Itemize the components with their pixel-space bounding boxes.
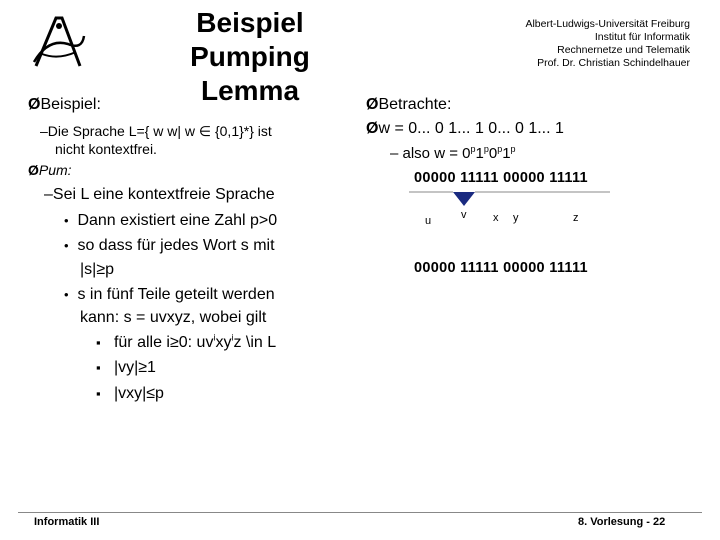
- sodass-item: [64, 237, 275, 255]
- cond2-text: |vy|≥1: [113, 359, 156, 376]
- institution-line: Prof. Dr. Christian Schindelhauer: [537, 57, 690, 69]
- title-line-2: Pumping Lemma: [190, 41, 310, 106]
- condition-1: [96, 334, 276, 352]
- cond1-c: z \in L: [233, 334, 277, 351]
- also-b: 1: [475, 145, 484, 162]
- sodass-text: so dass für jedes Wort s mit: [77, 237, 275, 254]
- pum-heading: [28, 162, 72, 179]
- institution-line: Rechnernetze und Telematik: [557, 44, 690, 56]
- betrachte-heading: [366, 96, 451, 114]
- also-sup-2: p: [483, 144, 489, 154]
- teile-item: [64, 286, 275, 304]
- square-bullet-icon: ▪: [96, 335, 101, 350]
- square-bullet-icon: ▪: [96, 386, 101, 401]
- cond1-b: xy: [215, 334, 232, 351]
- institution-line: Institut für Informatik: [594, 31, 690, 43]
- beispiel-label: Beispiel:: [40, 96, 101, 113]
- beispiel-heading: [28, 96, 101, 114]
- title-line-1: Beispiel: [196, 7, 304, 38]
- label-x: x: [493, 212, 499, 224]
- teile-text: s in fünf Teile geteilt werden: [77, 286, 275, 303]
- also-c: 0: [488, 145, 498, 162]
- dot-bullet-icon: •: [64, 213, 69, 228]
- arrow-bullet-icon: Ø: [28, 96, 41, 113]
- square-bullet-icon: ▪: [96, 360, 101, 375]
- also-sup-4: p: [510, 144, 516, 154]
- university-logo: [28, 10, 90, 72]
- condition-3: [96, 385, 164, 403]
- also-sup-3: p: [497, 144, 503, 154]
- teile-line-2: kann: s = uvxyz, wobei gilt: [80, 309, 267, 326]
- dot-bullet-icon: •: [64, 238, 69, 253]
- cond1-sup-1: i: [213, 332, 216, 343]
- also-a: – also w = 0: [390, 145, 471, 162]
- sprache-line-2: nicht kontextfrei.: [55, 141, 157, 157]
- sequence-top: 00000 11111 00000 11111: [414, 170, 588, 186]
- arrow-bullet-icon: Ø: [28, 162, 39, 178]
- footer-course: Informatik III: [34, 516, 100, 528]
- also-d: 1: [502, 145, 511, 162]
- label-z: z: [573, 212, 579, 224]
- sodass-line-2: |s|≥p: [80, 261, 114, 278]
- cond3-text: |vxy|≤p: [113, 385, 164, 402]
- arrow-bullet-icon: Ø: [366, 96, 379, 113]
- betrachte-label: Betrachte:: [378, 96, 452, 113]
- sprache-line-1: –Die Sprache L={ w w| w ∈ {0,1}*} ist: [40, 123, 272, 139]
- sei-line: –Sei L eine kontextfreie Sprache: [44, 186, 275, 203]
- pum-label: Pum:: [38, 162, 72, 178]
- cond1-a: für alle i≥0: uv: [113, 334, 214, 351]
- footer-divider: [18, 512, 702, 513]
- v-triangle-icon: [453, 192, 475, 206]
- w-text: w = 0... 0 1... 1 0... 0 1... 1: [378, 120, 564, 137]
- institution-line: Albert-Ludwigs-Universität Freiburg: [525, 18, 690, 30]
- label-y: y: [513, 212, 519, 224]
- decomposition-bracket: [405, 188, 615, 212]
- label-v: v: [461, 209, 467, 221]
- dann-item: [64, 212, 277, 230]
- cond1-sup-2: i: [231, 332, 234, 343]
- also-sup-1: p: [470, 144, 476, 154]
- dann-text: Dann existiert eine Zahl p>0: [77, 212, 278, 229]
- slide-title: [150, 6, 350, 108]
- sequence-bottom: 00000 11111 00000 11111: [414, 260, 588, 276]
- label-u: u: [425, 215, 432, 227]
- condition-2: [96, 359, 156, 377]
- footer-page: 8. Vorlesung - 22: [578, 516, 666, 528]
- also-line: [390, 145, 516, 162]
- w-line: [366, 120, 564, 138]
- institution-block: [480, 18, 690, 70]
- arrow-bullet-icon: Ø: [366, 120, 379, 137]
- dot-bullet-icon: •: [64, 287, 69, 302]
